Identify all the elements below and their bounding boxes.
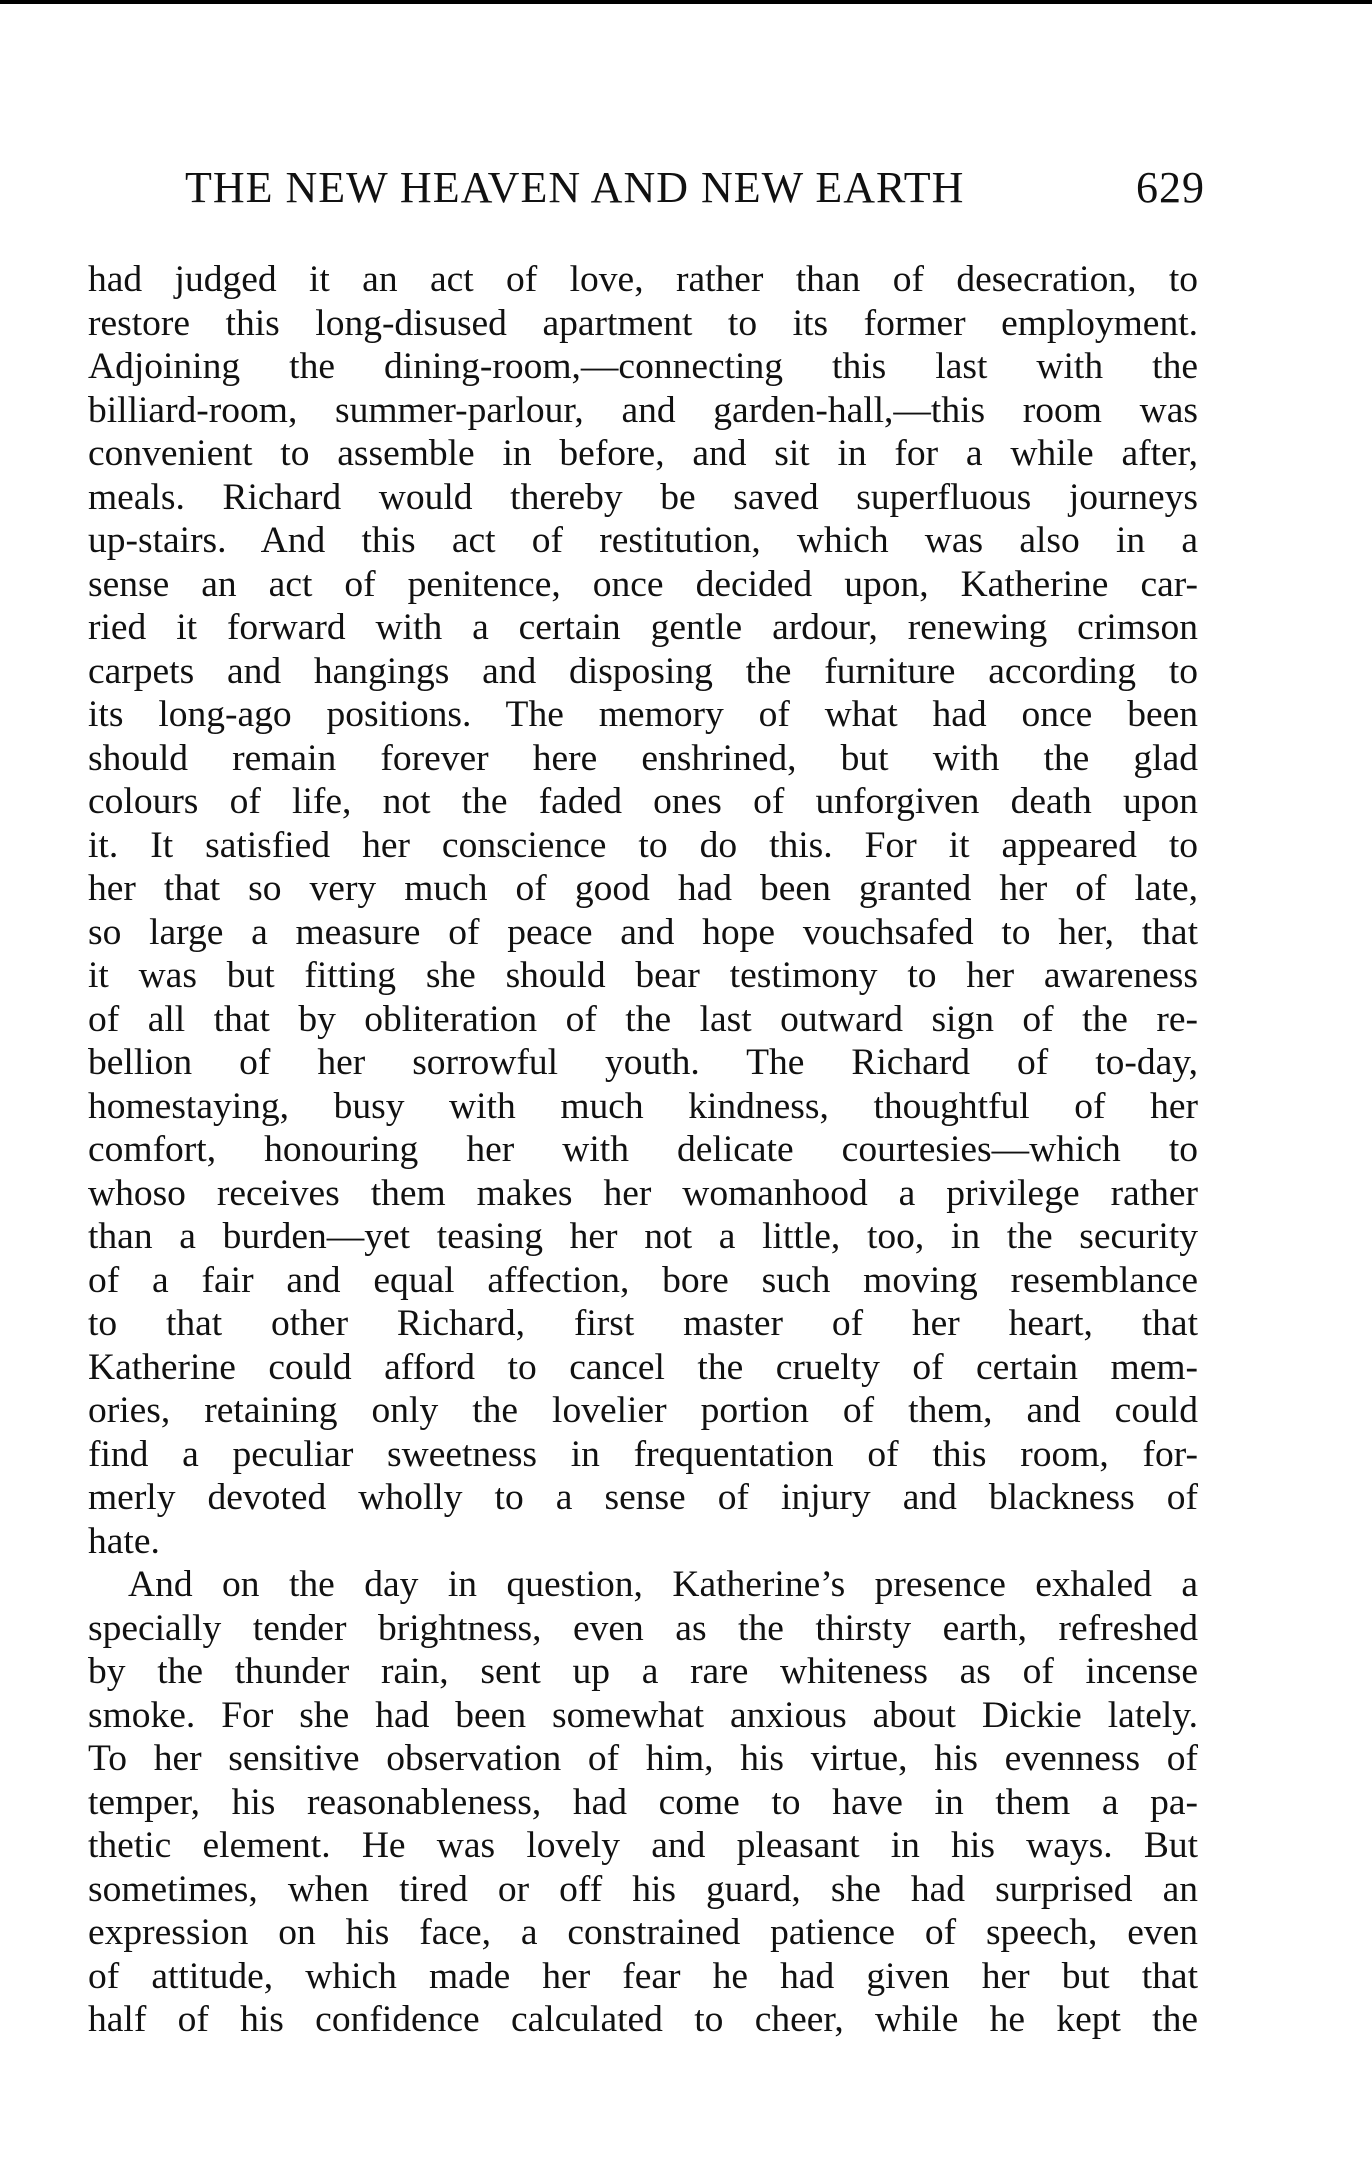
- text-line: ried it forward with a certain gentle ardour, renewing crimson: [88, 607, 1198, 648]
- text-line: ories, retaining only the lovelier portion of them, and could: [88, 1390, 1198, 1431]
- text-line: its long-ago positions. The memory of what had once been: [88, 694, 1198, 735]
- text-line: expression on his face, a constrained patience of speech, even: [88, 1912, 1198, 1953]
- top-edge-rule: [0, 0, 1372, 4]
- text-line: meals. Richard would thereby be saved superfluous journeys: [88, 476, 1198, 518]
- text-line: it. It satisfied her conscience to do this. For it appeared to: [88, 824, 1198, 866]
- running-head: [185, 158, 1205, 218]
- page-number: 629: [1136, 163, 1205, 212]
- text-line: to that other Richard, first master of her heart, that: [88, 1303, 1198, 1344]
- text-line: restore this long-disused apartment to its former employment.: [88, 302, 1198, 344]
- text-line: sometimes, when tired or off his guard, she had surprised an: [88, 1868, 1198, 1910]
- text-line: had judged it an act of love, rather than of desecration, to: [88, 259, 1198, 300]
- text-line: than a burden—yet teasing her not a little, too, in the security: [88, 1216, 1198, 1257]
- text-line: it was but fitting she should bear testimony to her awareness: [88, 955, 1198, 996]
- text-line: so large a measure of peace and hope vouchsafed to her, that: [88, 911, 1198, 953]
- body-text: [88, 258, 1198, 2042]
- paragraph-end-line: hate.: [88, 1520, 160, 1562]
- text-line: homestaying, busy with much kindness, thoughtful of her: [88, 1085, 1198, 1127]
- text-line: find a peculiar sweetness in frequentation of this room, for-: [88, 1433, 1198, 1475]
- text-line: smoke. For she had been somewhat anxious about Dickie lately.: [88, 1694, 1198, 1736]
- text-line: Katherine could afford to cancel the cruelty of certain mem-: [88, 1346, 1198, 1388]
- text-line: of all that by obliteration of the last outward sign of the re-: [88, 998, 1198, 1040]
- text-line: of attitude, which made her fear he had given her but that: [88, 1955, 1198, 1997]
- text-line: her that so very much of good had been granted her of late,: [88, 868, 1198, 909]
- paragraph-start-line: And on the day in question, Katherine’s presence exhaled a: [128, 1564, 1198, 1605]
- text-line: up-stairs. And this act of restitution, which was also in a: [88, 520, 1198, 561]
- text-line: of a fair and equal affection, bore such moving resemblance: [88, 1259, 1198, 1301]
- text-line: colours of life, not the faded ones of unforgiven death upon: [88, 781, 1198, 822]
- text-line: Adjoining the dining-room,—connecting this last with the: [88, 346, 1198, 387]
- text-line: temper, his reasonableness, had come to have in them a pa-: [88, 1781, 1198, 1823]
- text-line: specially tender brightness, even as the thirsty earth, refreshed: [88, 1607, 1198, 1649]
- text-line: sense an act of penitence, once decided upon, Katherine car-: [88, 563, 1198, 605]
- text-line: billiard-room, summer-parlour, and garden-hall,—this room was: [88, 389, 1198, 431]
- text-line: merly devoted wholly to a sense of injury and blackness of: [88, 1477, 1198, 1518]
- text-line: carpets and hangings and disposing the furniture according to: [88, 650, 1198, 692]
- text-line: To her sensitive observation of him, his virtue, his evenness of: [88, 1738, 1198, 1779]
- text-line: bellion of her sorrowful youth. The Richard of to-day,: [88, 1042, 1198, 1083]
- text-line: whoso receives them makes her womanhood a privilege rather: [88, 1172, 1198, 1214]
- text-line: comfort, honouring her with delicate courtesies—which to: [88, 1129, 1198, 1170]
- text-line: should remain forever here enshrined, but with the glad: [88, 737, 1198, 779]
- text-line: by the thunder rain, sent up a rare whiteness as of incense: [88, 1651, 1198, 1692]
- text-line: thetic element. He was lovely and pleasant in his ways. But: [88, 1825, 1198, 1866]
- text-line: convenient to assemble in before, and sit in for a while after,: [88, 433, 1198, 474]
- running-head-title: THE NEW HEAVEN AND NEW EARTH: [185, 163, 965, 212]
- text-line: half of his confidence calculated to cheer, while he kept the: [88, 1999, 1198, 2040]
